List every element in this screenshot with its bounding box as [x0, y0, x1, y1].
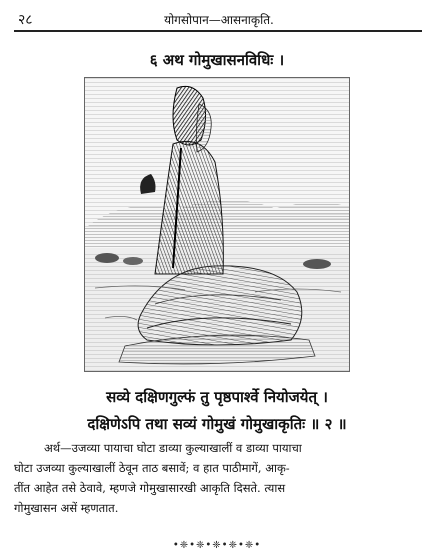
verse-line: सव्ये दक्षिणगुल्फं तु पृष्ठपार्श्वे नियोजयेत् ।: [106, 388, 328, 406]
page-header: [18, 8, 420, 30]
meaning-paragraph: [14, 438, 422, 518]
stone: [303, 259, 331, 269]
meaning-line: तींत आहेत तसे ठेवावे, म्हणजे गोमुखासारखी आकृति दिसते. त्यास: [14, 481, 286, 495]
meaning-line: घोटा उजव्या कुल्याखालीं ठेवून ताठ बसावें; व हात पाठीमागें, आकृ-: [14, 461, 290, 475]
meaning-line: अर्थ—उजव्या पायाचा घोटा डाव्या कुल्याखालीं व डाव्या पायाचा: [44, 441, 302, 455]
illustration-figure: [84, 77, 350, 372]
section-title: ६ अथ गोमुखासनविधिः ।: [149, 51, 285, 69]
running-title: योगसोपान—आसनाकृति.: [164, 13, 274, 27]
header-rule: [14, 30, 422, 32]
meaning-line: गोमुखासन असें म्हणतात.: [14, 501, 119, 515]
page-number: २८: [18, 12, 33, 28]
stone: [95, 253, 119, 263]
verse-line: दक्षिणेऽपि तथा सव्यं गोमुखं गोमुखाकृतिः ॥ २ ॥: [87, 415, 347, 433]
yogi-gomukhasana-illustration: [85, 78, 349, 371]
stone: [123, 257, 143, 265]
ornament-divider: •❈•❈•❈•❈•❈•: [172, 540, 262, 551]
